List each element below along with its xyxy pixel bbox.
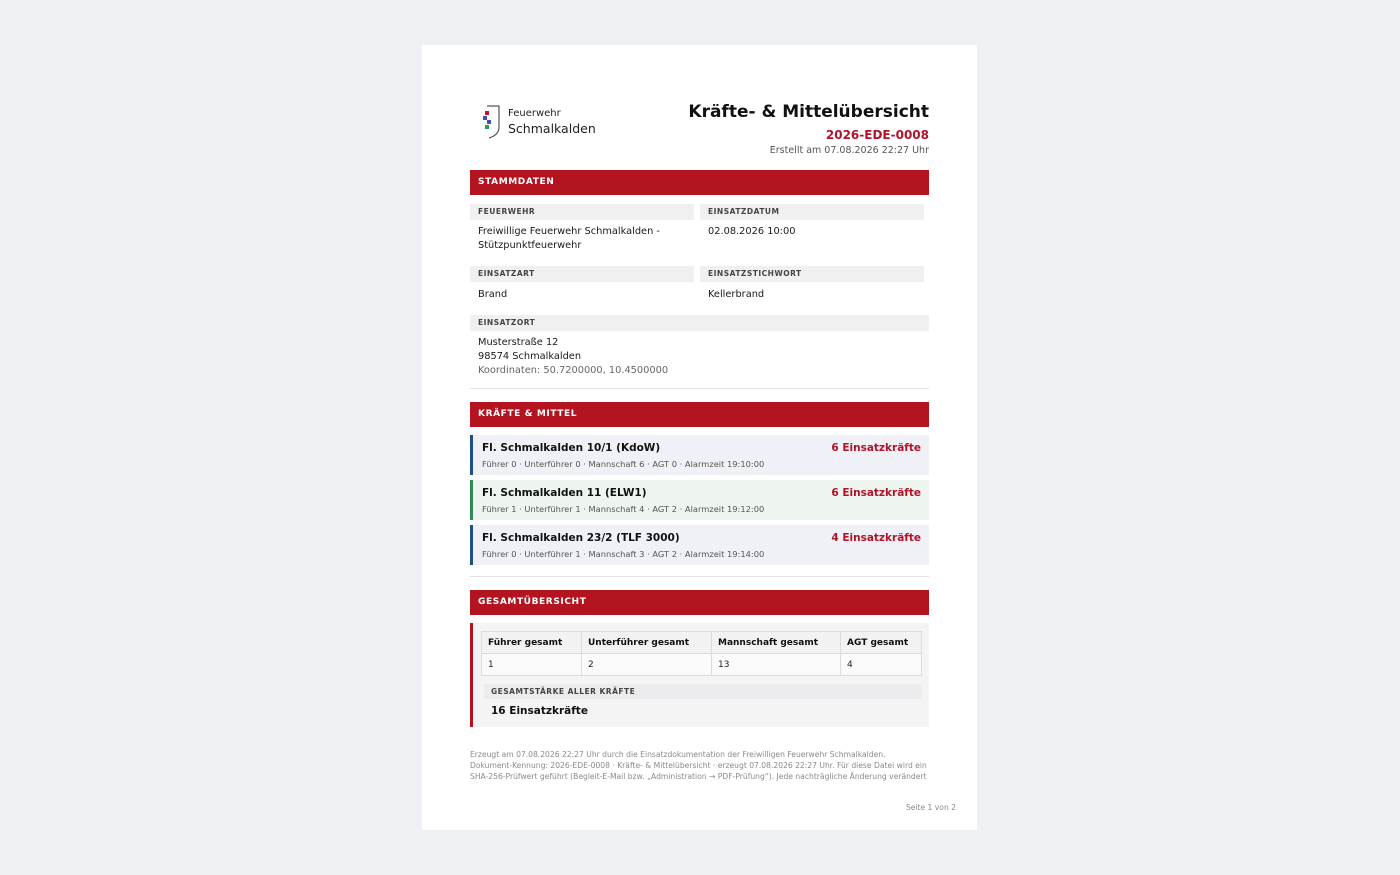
unit-details: Führer 0 · Unterführer 0 · Mannschaft 6 · AGT 0 · Alarmzeit 19:10:00 [482, 459, 765, 469]
column-header-agt: AGT gesamt [841, 632, 922, 654]
unit-name: Fl. Schmalkalden 10/1 (KdoW) [482, 442, 661, 454]
brand-line-2: Schmalkalden [508, 121, 596, 136]
unit-count: 6 Einsatzkräfte [831, 442, 921, 454]
unit-card [470, 435, 929, 475]
document-created: Erstellt am 07.08.2026 22:27 Uhr [769, 145, 929, 156]
fire-department-logo-icon [482, 105, 502, 139]
table-header-row [482, 632, 922, 654]
field-value-einsatzstichwort: Kellerbrand [708, 289, 765, 300]
brand-line-1: Feuerwehr [508, 108, 561, 119]
field-value-einsatzart: Brand [478, 289, 508, 300]
footer-note [470, 749, 929, 783]
cell-unterfuehrer: 2 [582, 654, 712, 676]
field-label-einsatzart: EINSATZART [470, 266, 694, 282]
document-page [422, 45, 977, 830]
page-number: Seite 1 von 2 [905, 803, 956, 812]
unit-count: 4 Einsatzkräfte [831, 532, 921, 544]
total-strength-value: 16 Einsatzkräfte [491, 705, 588, 717]
divider [470, 576, 929, 577]
cell-fuehrer: 1 [482, 654, 582, 676]
column-header-mannschaft: Mannschaft gesamt [712, 632, 841, 654]
field-label-feuerwehr: FEUERWEHR [470, 204, 694, 220]
section-gesamtuebersicht: GESAMTÜBERSICHT [470, 590, 929, 615]
brand-logo [482, 105, 622, 141]
total-strength-label: GESAMTSTÄRKE ALLER KRÄFTE [484, 684, 922, 699]
unit-details: Führer 0 · Unterführer 1 · Mannschaft 3 · AGT 2 · Alarmzeit 19:14:00 [482, 549, 765, 559]
einsatzort-coordinates: Koordinaten: 50.7200000, 10.4500000 [478, 365, 669, 376]
unit-card [470, 525, 929, 565]
field-value-feuerwehr [470, 225, 694, 253]
cell-mannschaft: 13 [712, 654, 841, 676]
unit-count: 6 Einsatzkräfte [831, 487, 921, 499]
summary-box [470, 623, 929, 727]
field-label-einsatzort: EINSATZORT [470, 315, 929, 331]
divider [470, 388, 929, 389]
unit-details: Führer 1 · Unterführer 1 · Mannschaft 4 · AGT 2 · Alarmzeit 19:12:00 [482, 504, 765, 514]
column-header-fuehrer: Führer gesamt [482, 632, 582, 654]
table-row [482, 654, 922, 676]
field-value-einsatzdatum: 02.08.2026 10:00 [708, 226, 796, 237]
field-value-einsatzort [470, 336, 929, 378]
unit-name: Fl. Schmalkalden 23/2 (TLF 3000) [482, 532, 680, 544]
einsatzort-street: Musterstraße 12 [478, 337, 559, 348]
totals-table [481, 631, 922, 676]
footer-line-3: SHA-256-Prüfwert geführt (Begleit-E-Mail bzw. „Administration → PDF-Prüfung“). Jede nachträgliche Änderung verändert [470, 772, 927, 782]
section-kraefte-mittel: KRÄFTE & MITTEL [470, 402, 929, 427]
feuerwehr-line-1: Freiwillige Feuerwehr Schmalkalden - [478, 226, 660, 237]
einsatzort-city: 98574 Schmalkalden [478, 351, 582, 362]
section-stammdaten: STAMMDATEN [470, 170, 929, 195]
footer-line-1: Erzeugt am 07.08.2026 22:27 Uhr durch die Einsatzdokumentation der Freiwilligen Feuerwehr Schmalkalden. [470, 750, 886, 759]
field-label-einsatzdatum: EINSATZDATUM [700, 204, 924, 220]
unit-card [470, 480, 929, 520]
feuerwehr-line-2: Stützpunktfeuerwehr [478, 240, 582, 251]
unit-name: Fl. Schmalkalden 11 (ELW1) [482, 487, 647, 499]
field-label-einsatzstichwort: EINSATZSTICHWORT [700, 266, 924, 282]
cell-agt: 4 [841, 654, 922, 676]
document-id: 2026-EDE-0008 [825, 128, 929, 142]
column-header-unterfuehrer: Unterführer gesamt [582, 632, 712, 654]
footer-line-2: Dokument-Kennung: 2026-EDE-0008 · Kräfte- & Mittelübersicht · erzeugt 07.08.2026 22:27 Uhr. Für diese Datei wird ein [470, 761, 927, 771]
document-title: Kräfte- & Mittelübersicht [688, 102, 929, 122]
